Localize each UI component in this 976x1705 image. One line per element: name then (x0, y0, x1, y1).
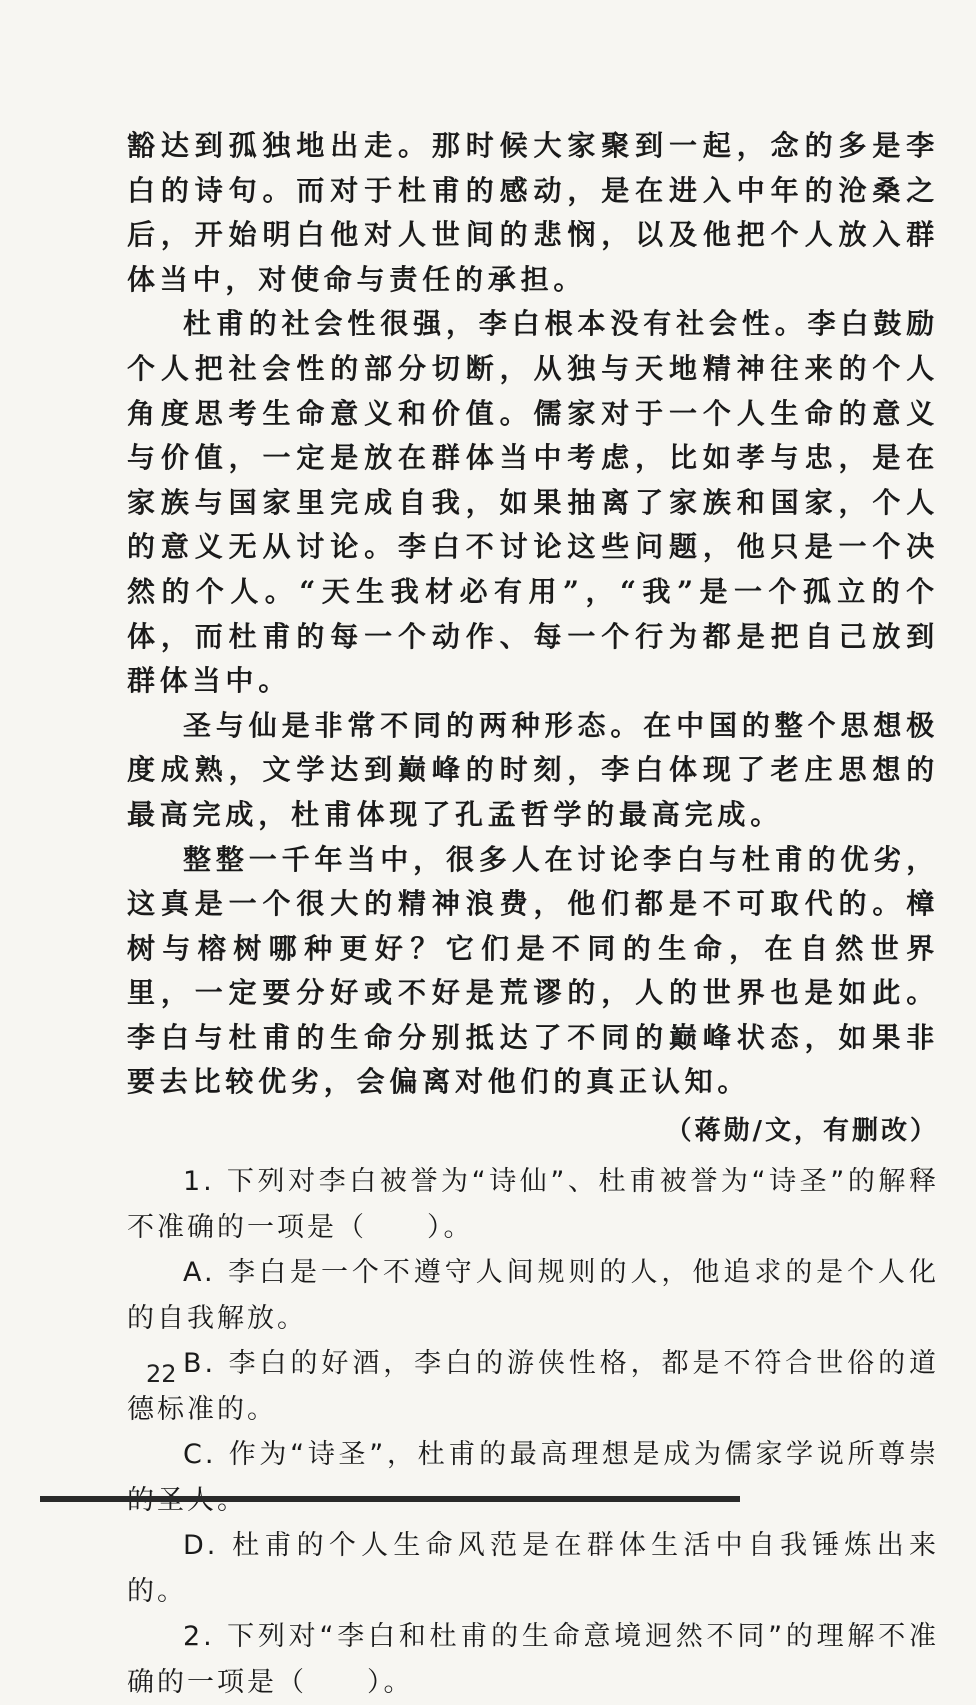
article-source: （蒋勋/文，有删改） (665, 1116, 939, 1147)
page-bottom-edge (40, 1496, 740, 1502)
question-1-option-a: A. 李白是一个不遵守人间规则的人，他追求的是个人化的自我解放。 (127, 1257, 939, 1334)
question-2-stem: 2. 下列对“李白和杜甫的生命意境迥然不同”的理解不准确的一项是（ ）。 (127, 1621, 939, 1698)
question-1-option-d: D. 杜甫的个人生命风范是在群体生活中自我锤炼出来的。 (127, 1530, 939, 1607)
article-text (127, 124, 939, 1105)
paragraph-4: 整整一千年当中，很多人在讨论李白与杜甫的优劣，这真是一个很大的精神浪费，他们都是不可取代的。樟树与榕树哪种更好？它们是不同的生命，在自然世界里，一定要分好或不好是荒谬的，人的世界也是如此。李白与杜甫的生命分别抵达了不同的巅峰状态，如果非要去比较优劣，会偏离对他们的真正认知。 (127, 842, 939, 1099)
question-1-option-b: B. 李白的好酒，李白的游侠性格，都是不符合世俗的道德标准的。 (127, 1348, 939, 1425)
paragraph-3: 圣与仙是非常不同的两种形态。在中国的整个思想极度成熟，文学达到巅峰的时刻，李白体现了老庄思想的最高完成，杜甫体现了孔孟哲学的最高完成。 (127, 708, 939, 831)
question-1-option-c: C. 作为“诗圣”，杜甫的最高理想是成为儒家学说所尊崇 (183, 1439, 939, 1471)
paragraph-2: 杜甫的社会性很强，李白根本没有社会性。李白鼓励个人把社会性的部分切断，从独与天地精神往来的个人角度思考生命意义和价值。儒家对于一个人生命的意义与价值，一定是放在群体当中考虑，比如孝与忠，是在家族与国家里完成自我，如果抽离了家族和国家，个人的意义无从讨论。李白不讨论这些问题，他只是一个决然的个人。“天生我材必有用”，“我”是一个孤立的个体，而杜甫的每一个动作、每一个行为都是把自己放到群体当中。 (127, 307, 939, 698)
question-1-stem: 1. 下列对李白被誉为“诗仙”、杜甫被誉为“诗圣”的解释不准确的一项是（ ）。 (127, 1166, 939, 1243)
page-content (127, 124, 939, 1705)
paragraph-1: 豁达到孤独地出走。那时候大家聚到一起，念的多是李白的诗句。而对于杜甫的感动，是在进入中年的沧桑之后，开始明白他对人世间的悲悯，以及他把个人放入群体当中，对使命与责任的承担。 (127, 129, 939, 296)
page-number: 22 (146, 1360, 177, 1388)
question-list (127, 1159, 939, 1705)
